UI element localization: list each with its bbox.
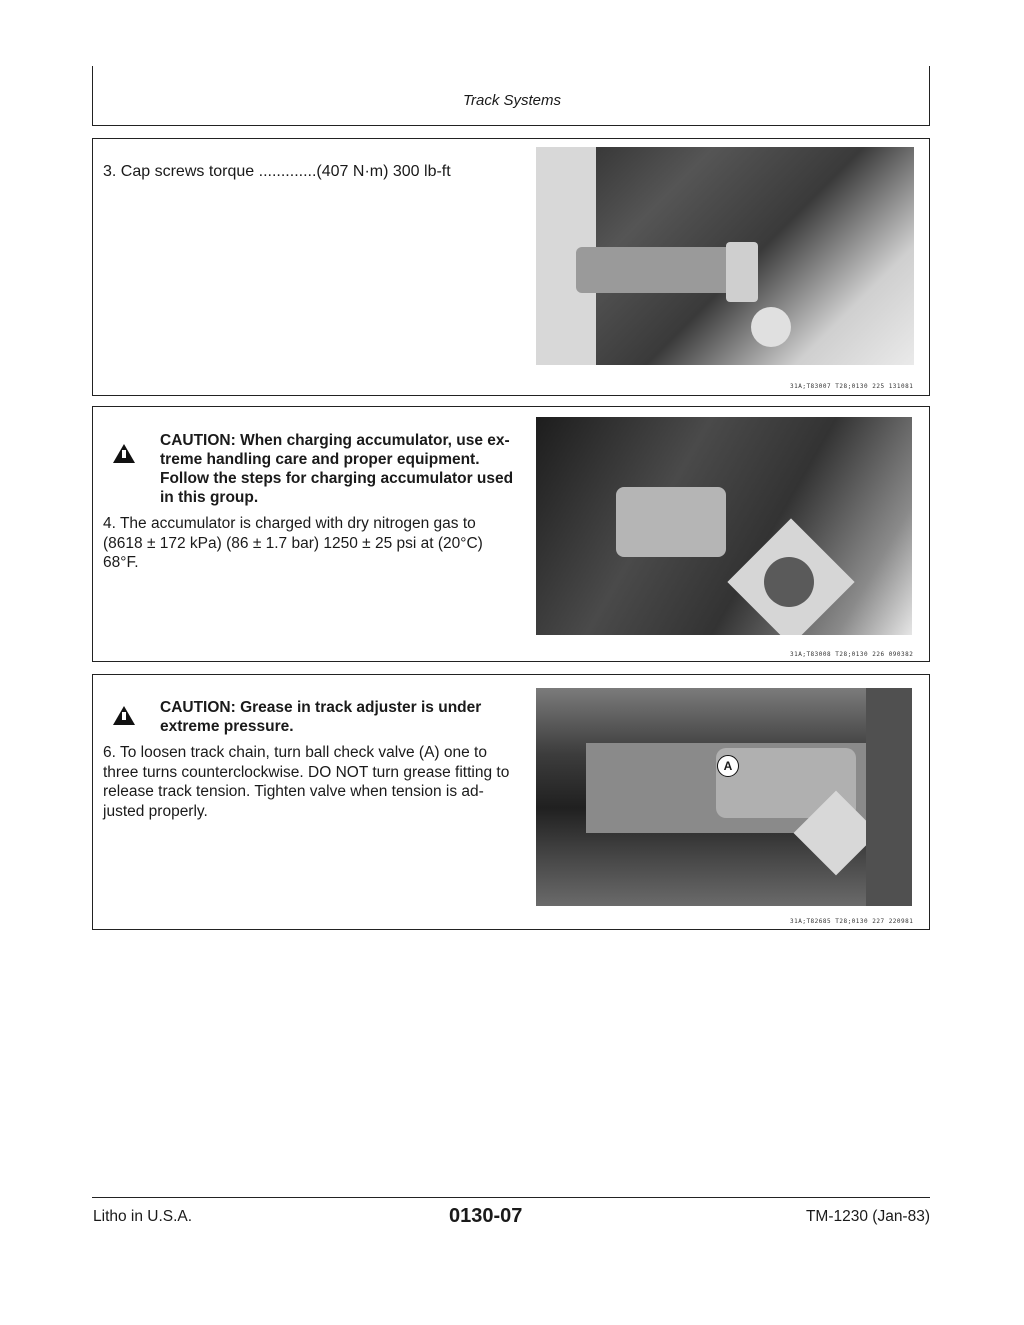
warning-triangle-icon (113, 706, 135, 725)
caution-line: extreme pressure. (160, 718, 294, 735)
photo-fitting (764, 557, 814, 607)
page-number: 0130-07 (449, 1205, 523, 1227)
photo-1-id: 31A;T83007 T28;0130 225 131081 (790, 383, 914, 390)
manual-number: TM-1230 (Jan-83) (805, 1208, 930, 1225)
photo-bracket (726, 242, 758, 302)
warning-triangle-icon (113, 444, 135, 463)
caution-grease-text (160, 698, 516, 736)
caution-line: CAUTION: Grease in track adjuster is under (160, 699, 482, 716)
photo-2-id: 31A;T83008 T28;0130 226 090382 (790, 651, 914, 658)
photo-3-id: 31A;T82685 T28;0130 227 220981 (790, 918, 914, 925)
caution-line: in this group. (160, 489, 259, 506)
photo-valve-body (616, 487, 726, 557)
step-4-text (103, 514, 515, 573)
caution-line: CAUTION: When charging accumulator, use ex- (160, 432, 510, 449)
paragraph-line: three turns counterclockwise. DO NOT turn grease fitting to (103, 763, 510, 781)
footer-rule (92, 1197, 930, 1198)
page-section-title: Track Systems (462, 92, 562, 109)
caution-accumulator-text (160, 431, 516, 507)
paragraph-line: release track tension. Tighten valve when tension is ad- (103, 783, 484, 800)
paragraph-line: 4. The accumulator is charged with dry nitrogen gas to (103, 515, 476, 532)
photo-bolt-head (751, 307, 791, 347)
photo-track-edge (866, 688, 912, 906)
cap-screws-photo (536, 147, 914, 365)
caution-line: Follow the steps for charging accumulator used (160, 470, 514, 487)
paragraph-line: 68°F. (103, 554, 139, 571)
cap-screws-torque-spec: 3. Cap screws torque .............(407 N·m) 300 lb-ft (103, 163, 451, 180)
paragraph-line: justed properly. (103, 802, 208, 820)
caution-line: treme handling care and proper equipment. (160, 451, 480, 468)
paragraph-line: 6. To loosen track chain, turn ball check valve (A) one to (103, 744, 487, 761)
footer-printer-note: Litho in U.S.A. (93, 1208, 193, 1225)
track-adjuster-photo (536, 688, 912, 906)
accumulator-photo (536, 417, 912, 635)
ball-check-valve-callout: A (717, 755, 739, 777)
step-6-text (103, 743, 515, 821)
paragraph-line: (8618 ± 172 kPa) (86 ± 1.7 bar) 1250 ± 25 psi at (20°C) (103, 534, 483, 552)
